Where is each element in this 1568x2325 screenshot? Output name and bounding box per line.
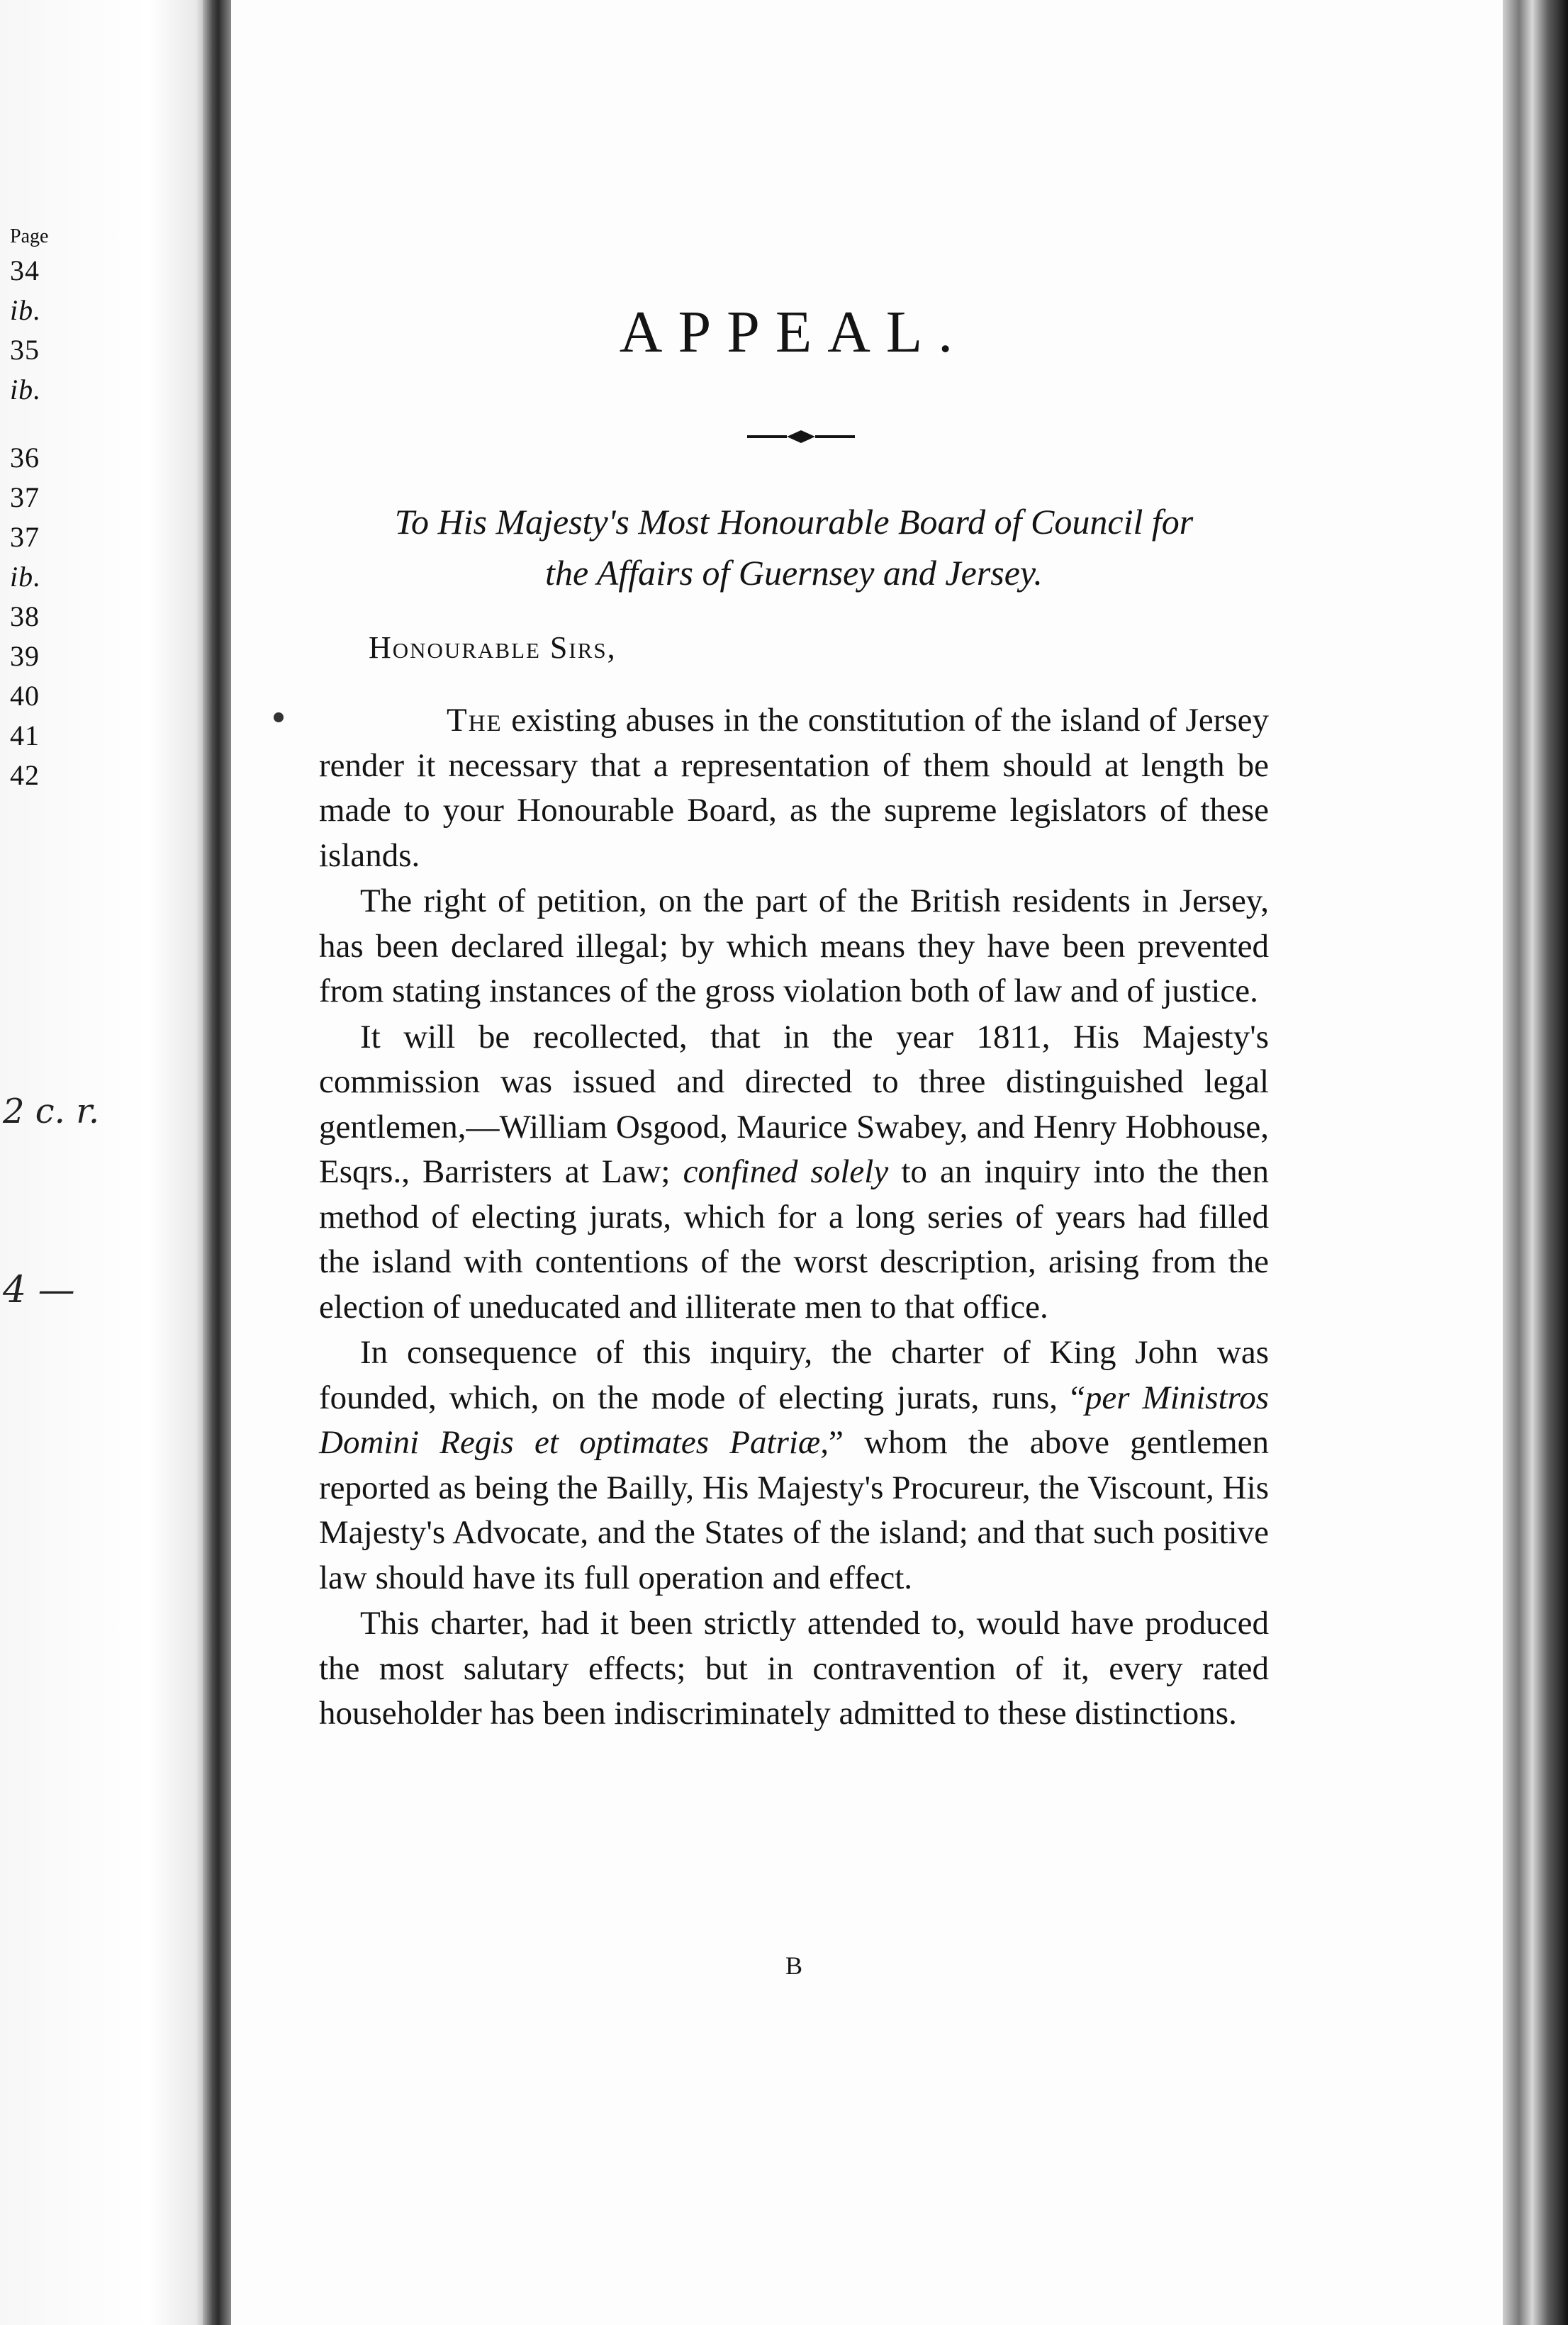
page-number: 40 [10,680,40,712]
paragraph [319,1015,1269,1330]
page-right-edge [1503,0,1568,2325]
page-number: ib. [10,374,42,405]
address-line: the Affairs of Guernsey and Jersey. [545,553,1043,593]
signature-mark: B [785,1951,802,1980]
paragraph-text: ” whom the above gentlemen reported as being the Bailly, His Majesty's Procureur, the Viscount, His Majesty's Advocate, and the States of the island; and that such positive law should have its full operation and effect. [319,1424,1269,1596]
page-number: 35 [10,334,40,366]
ink-dot [274,712,284,722]
margin-handwritten-note: 2 c. r. [3,1092,100,1131]
paragraph [319,698,1269,878]
address-heading [319,496,1269,598]
paragraph-text: In consequence of this inquiry, the charter of King John was founded, which, on the mode of electing jurats, runs, “ [319,1334,1269,1416]
page-label: Page [10,225,49,247]
page-number: 42 [10,759,40,791]
page-number: ib. [10,294,42,326]
body-text [319,698,1269,1737]
page-number: 41 [10,719,40,751]
paragraph [319,1330,1269,1601]
page-number: 34 [10,254,40,286]
paragraph-text: to an inquiry into the then method of electing jurats, which for a long series of years had filled the island with contentions of the worst description, arising from the election of uneducated and illiterate men to that office. [319,1153,1270,1326]
address-line: To His Majesty's Most Honourable Board of Council for [394,502,1194,542]
paragraph-text: It will be recollected, that in the year 1811, His Majesty's commission was issued and directed to three distinguished legal gentlemen,—William Osgood, Maurice Swabey, and Henry Hobhouse, Esqrs., Barristers at Law; [319,1018,1269,1190]
salutation: Honourable Sirs, [369,630,617,665]
emphasis-text: per Ministros Domini Regis et optimates Patriæ, [319,1379,1269,1461]
paragraph-lead: The [447,702,503,739]
page-number: 38 [10,600,40,632]
previous-page-edge [0,0,213,2325]
page-number: 36 [10,442,40,474]
page-number: 39 [10,640,40,672]
paragraph-text: existing abuses in the constitution of the island of Jersey render it necessary that a representation of them should at length be made to your Honourable Board, as the supreme legislators of these islands. [319,702,1269,874]
book-gutter [203,0,231,2325]
emphasis-text: confined solely [683,1153,889,1190]
page-number: 37 [10,521,40,553]
page-index-column [10,225,48,795]
title-ornament-icon [744,422,858,451]
document-title: APPEAL. [619,299,969,365]
paragraph: This charter, had it been strictly attended to, would have produced the most salutary effects; but in contravention of it, every rated householder has been indiscriminately admitted to these distinctions. [319,1605,1269,1732]
page-number: ib. [10,561,42,593]
paragraph: The right of petition, on the part of the British residents in Jersey, has been declared illegal; by which means they have been prevented from stating instances of the gross violation both of law and of justice. [319,883,1269,1009]
margin-handwritten-note: 4 — [3,1269,75,1311]
page-number: 37 [10,481,40,513]
